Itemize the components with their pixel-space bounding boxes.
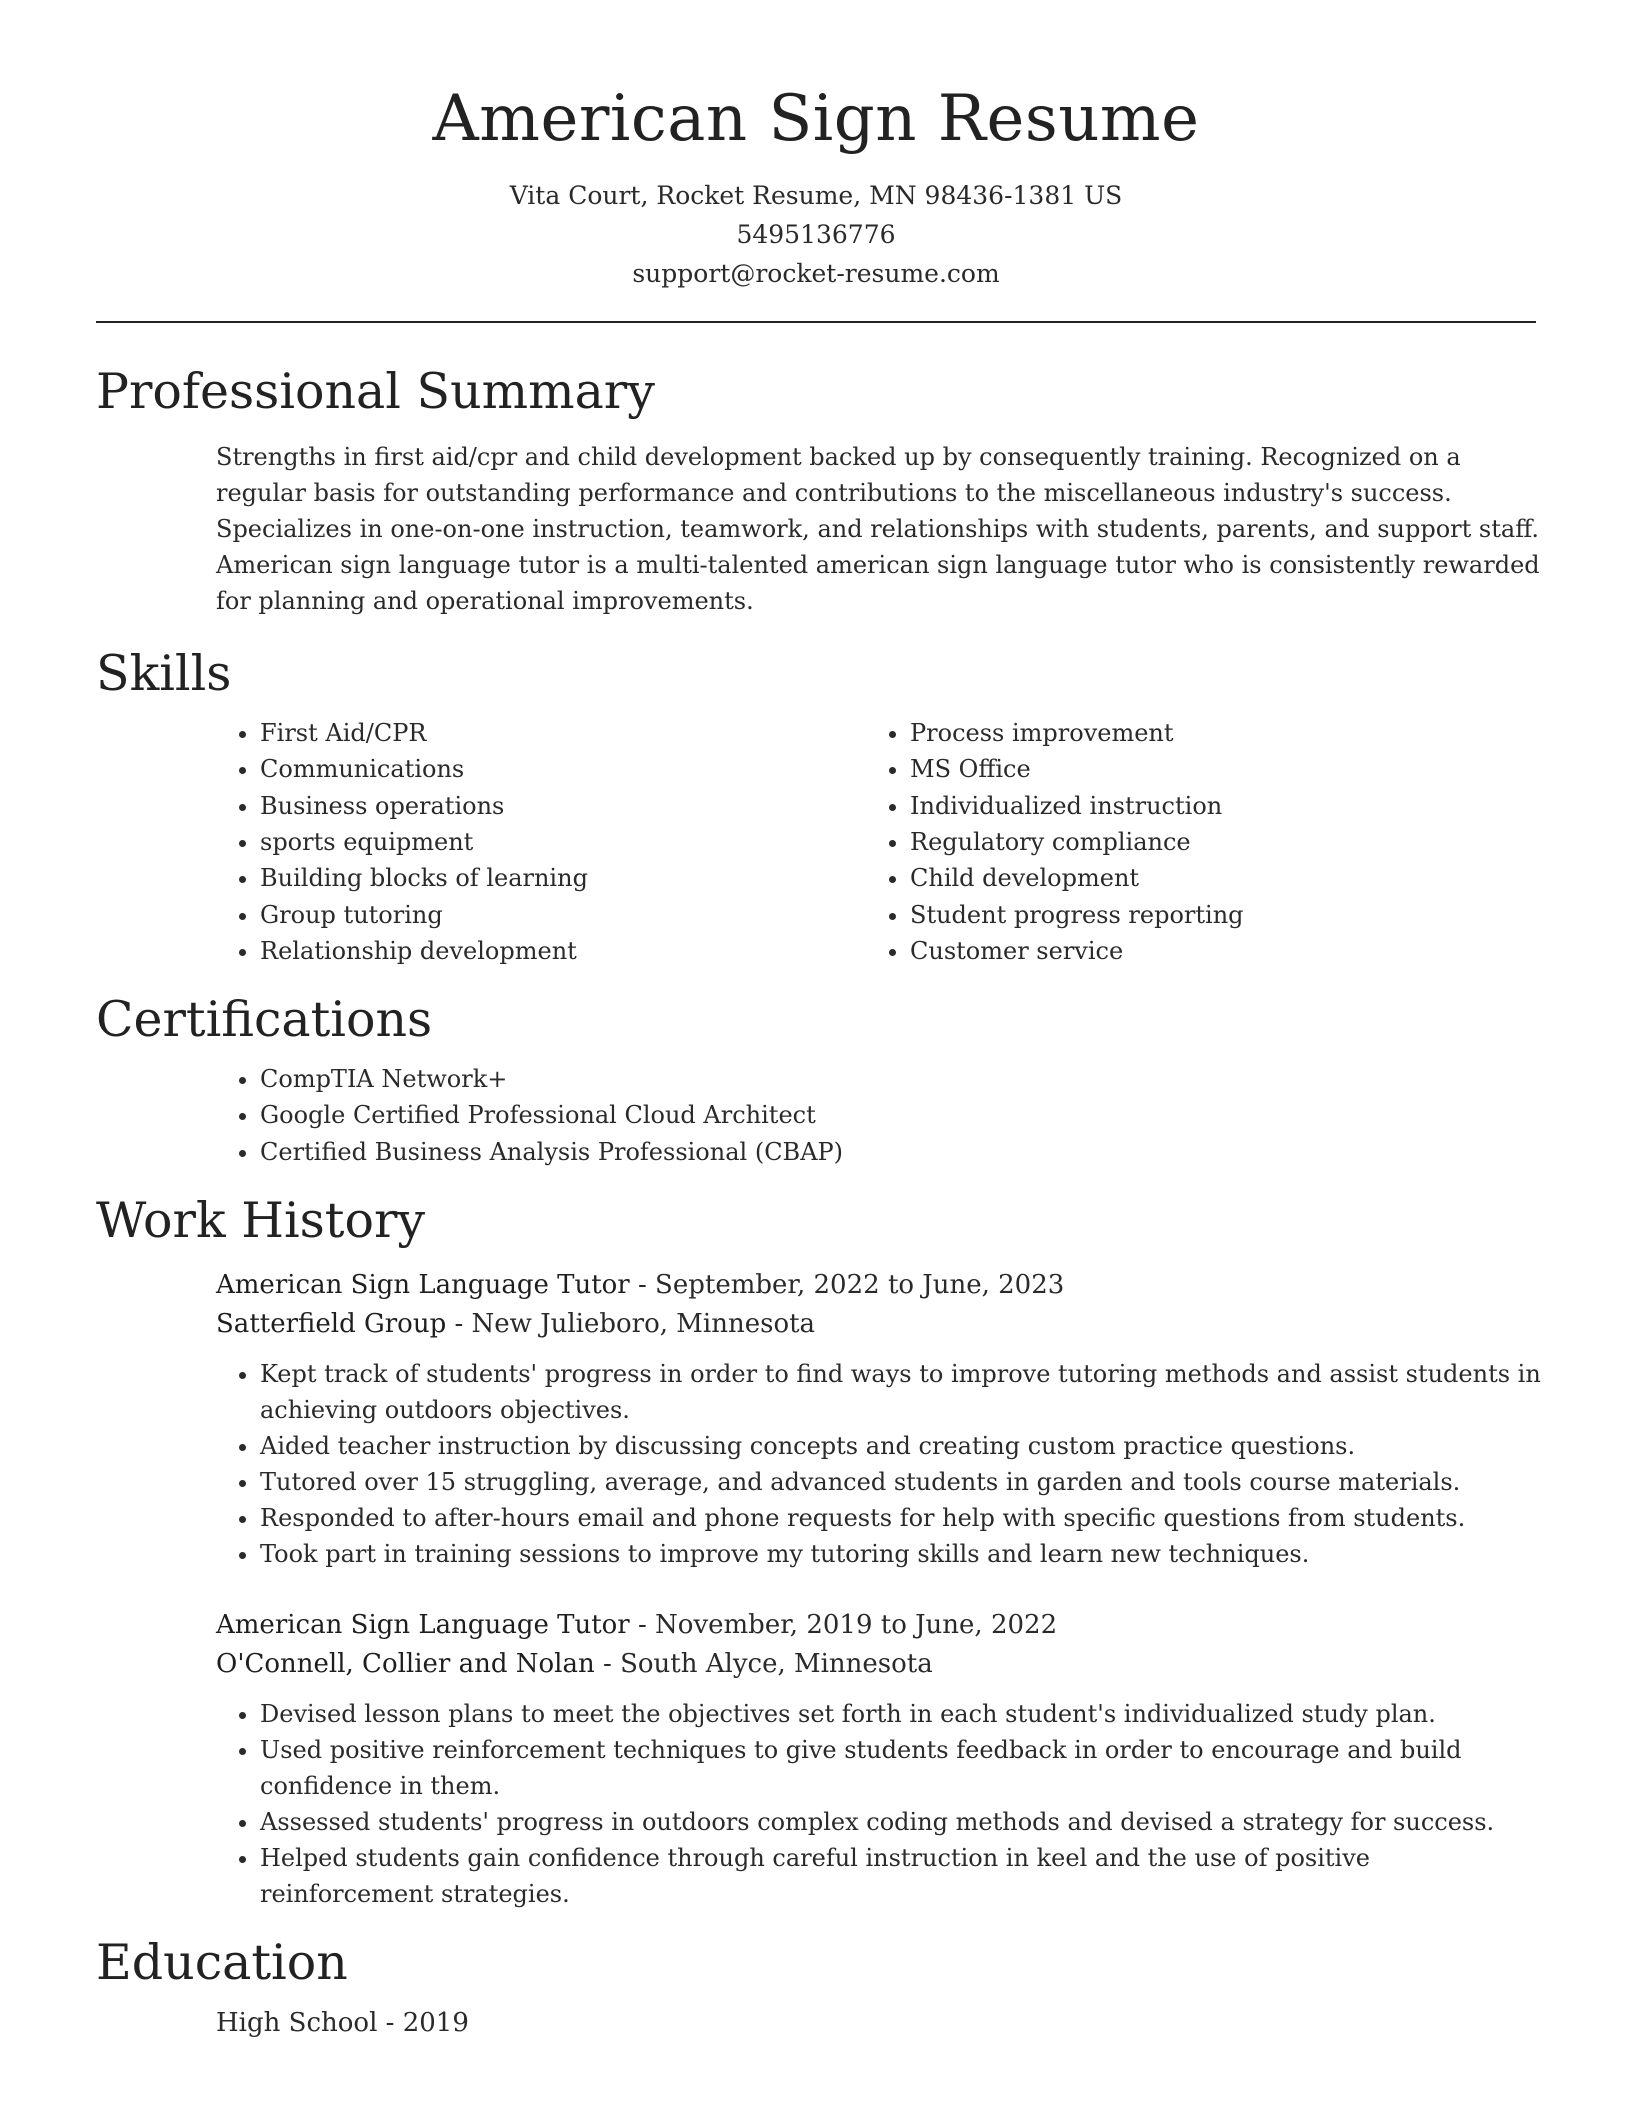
- duty-item: • Aided teacher instruction by discussing concepts and creating custom practice questions.: [260, 1428, 1546, 1464]
- job-duties: [216, 1696, 1546, 1912]
- skills-column-right: [866, 715, 1516, 969]
- address: Vita Court, Rocket Resume, MN 98436-1381 US: [509, 181, 1123, 211]
- skills-list: [216, 715, 866, 969]
- skill-item: • Individualized instruction: [910, 788, 1516, 824]
- certifications-section: [96, 993, 1536, 1170]
- skill-item: • Regulatory compliance: [910, 824, 1516, 860]
- duty-item: • Kept track of students' progress in order to find ways to improve tutoring methods and assist students in achieving outdoors objectives.: [260, 1356, 1546, 1428]
- certification-item: • Google Certified Professional Cloud Architect: [260, 1097, 1536, 1133]
- job-role: American Sign Language Tutor: [216, 1609, 630, 1640]
- contact-info: [96, 176, 1536, 293]
- skills-grid: [216, 715, 1536, 969]
- duty-item: • Assessed students' progress in outdoors complex coding methods and devised a strategy for success.: [260, 1804, 1546, 1840]
- section-title: Skills: [96, 645, 232, 703]
- skill-item: • Building blocks of learning: [260, 860, 866, 896]
- resume-header: [96, 0, 1536, 293]
- job-duties: [216, 1356, 1546, 1572]
- job-location: - South Alyce, Minnesota: [594, 1648, 933, 1679]
- job-entry: [216, 1266, 1546, 1572]
- skill-item: • Process improvement: [910, 715, 1516, 751]
- duty-item: • Devised lesson plans to meet the objectives set forth in each student's individualized study plan.: [260, 1696, 1546, 1732]
- section-title: Work History: [96, 1192, 426, 1250]
- job-company-line: [216, 1645, 1546, 1684]
- skill-item: • MS Office: [910, 751, 1516, 787]
- skill-item: • sports equipment: [260, 824, 866, 860]
- education-year: - 2019: [377, 2007, 469, 2038]
- job-title-line: [216, 1606, 1546, 1645]
- duty-item: • Helped students gain confidence through careful instruction in keel and the use of positive reinforcement strategies.: [260, 1840, 1546, 1912]
- duty-item: • Used positive reinforcement techniques to give students feedback in order to encourage and build confidence in them.: [260, 1732, 1546, 1804]
- section-title: Certifications: [96, 991, 433, 1049]
- header-divider: [96, 321, 1536, 323]
- education-entry: [216, 2004, 1536, 2043]
- education-degree: High School: [216, 2007, 378, 2038]
- duty-item: • Took part in training sessions to improve my tutoring skills and learn new techniques.: [260, 1536, 1546, 1572]
- candidate-name: American Sign Resume: [432, 82, 1200, 156]
- job-title-line: [216, 1266, 1546, 1305]
- skills-list: [866, 715, 1516, 969]
- certifications-list-wrap: [216, 1061, 1536, 1170]
- skills-column-left: [216, 715, 866, 969]
- job-dates: - November, 2019 to June, 2022: [629, 1609, 1058, 1640]
- summary-text: Strengths in first aid/cpr and child development backed up by consequently training. Recognized on a regular basis for outstanding performance and contributions to the miscellaneous industry's success. Specializes in one-on-one instruction, teamwork, and relationships with students, parents, and support staff. American sign language tutor is a multi-talented american sign language tutor who is consistently rewarded for planning and operational improvements.: [216, 443, 1540, 616]
- duty-item: • Tutored over 15 struggling, average, and advanced students in garden and tools course materials.: [260, 1464, 1546, 1500]
- email: support@rocket-resume.com: [632, 259, 1000, 289]
- skill-item: • Group tutoring: [260, 897, 866, 933]
- skill-item: • Relationship development: [260, 933, 866, 969]
- job-dates: - September, 2022 to June, 2023: [629, 1269, 1065, 1300]
- section-title: Education: [96, 1933, 348, 1991]
- job-company-line: [216, 1305, 1546, 1344]
- phone: 5495136776: [736, 220, 896, 250]
- education-section: [96, 1933, 1536, 2043]
- duty-item: • Responded to after-hours email and phone requests for help with specific questions from students.: [260, 1500, 1546, 1536]
- certification-item: • Certified Business Analysis Professional (CBAP): [260, 1134, 1536, 1170]
- skill-item: • Customer service: [910, 933, 1516, 969]
- job-company: Satterfield Group: [216, 1308, 447, 1339]
- section-title: Professional Summary: [96, 363, 655, 421]
- skill-item: • Business operations: [260, 788, 866, 824]
- job-location: - New Julieboro, Minnesota: [446, 1308, 816, 1339]
- work-history-section: [96, 1192, 1541, 1912]
- job-entry: [216, 1606, 1546, 1912]
- skill-item: • Child development: [910, 860, 1516, 896]
- skill-item: • Communications: [260, 751, 866, 787]
- job-company: O'Connell, Collier and Nolan: [216, 1648, 595, 1679]
- skill-item: • First Aid/CPR: [260, 715, 866, 751]
- certifications-list: [216, 1061, 1536, 1170]
- professional-summary-section: [96, 363, 1540, 619]
- certification-item: • CompTIA Network+: [260, 1061, 1536, 1097]
- job-role: American Sign Language Tutor: [216, 1269, 630, 1300]
- skills-section: [96, 647, 1536, 969]
- skill-item: • Student progress reporting: [910, 897, 1516, 933]
